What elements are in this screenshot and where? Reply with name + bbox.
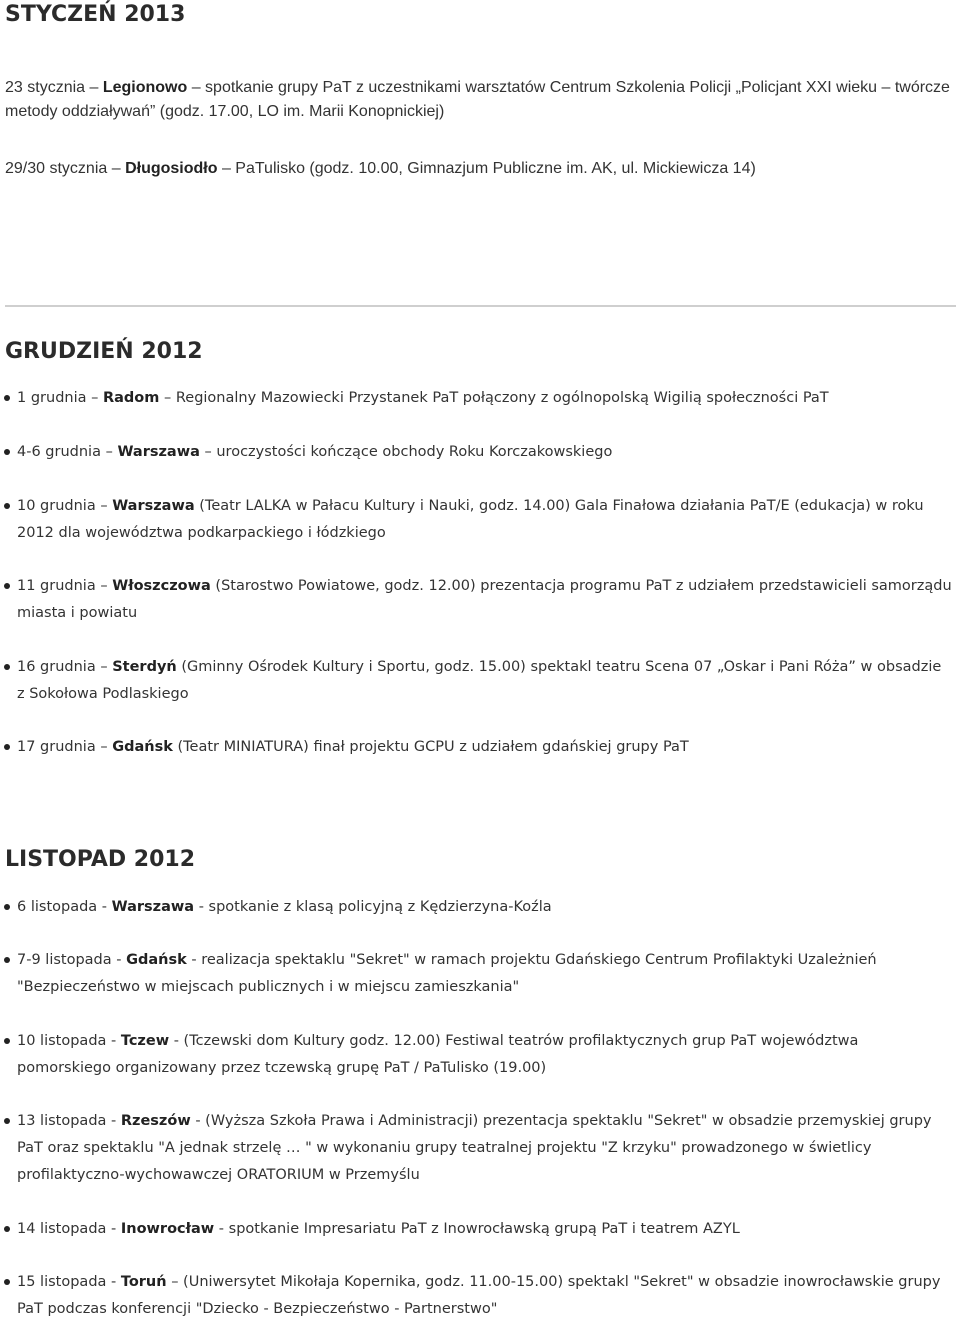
event-date: 17 grudnia – [17, 739, 113, 755]
event-nov-6 [17, 894, 952, 921]
event-place: Gdańsk [126, 952, 187, 968]
event-place: Warszawa [117, 444, 200, 460]
event-description: - spotkanie z klasą policyjną z Kędzierzyna-Koźla [194, 899, 552, 915]
event-description: - (Tczewski dom Kultury godz. 12.00) Festiwal teatrów profilaktycznych grup PaT województwa pomorskiego organizowany przez tczewską grupę PaT / PaTulisko (19.00) [17, 1033, 859, 1076]
event-date: 11 grudnia – [17, 578, 113, 594]
event-jan-29-30 [5, 157, 960, 181]
event-date: 4-6 grudnia – [17, 444, 118, 460]
event-place: Toruń [120, 1274, 167, 1290]
heading-january-2013: STYCZEŃ 2013 [5, 2, 186, 27]
event-place: Warszawa [111, 899, 195, 915]
heading-november-2012: LISTOPAD 2012 [5, 847, 196, 872]
event-dec-4-6 [17, 439, 952, 466]
bullet-icon [4, 1038, 10, 1044]
event-description: – Regionalny Mazowiecki Przystanek PaT połączony z ogólnopolską Wigilią społeczności PaT [159, 390, 829, 406]
event-description: (Starostwo Powiatowe, godz. 12.00) prezentacja programu PaT z udziałem przedstawicieli samorządu miasta i powiatu [17, 578, 952, 621]
event-jan-23 [5, 76, 960, 124]
event-nov-15 [17, 1269, 952, 1323]
event-nov-10 [17, 1028, 952, 1082]
bullet-icon [4, 583, 10, 589]
heading-december-2012: GRUDZIEŃ 2012 [5, 339, 203, 364]
bullet-icon [4, 904, 10, 910]
event-date: 7-9 listopada - [17, 952, 127, 968]
event-place: Włoszczowa [112, 578, 211, 594]
section-divider [5, 305, 956, 307]
event-date: 10 grudnia – [17, 498, 113, 514]
event-place: Gdańsk [112, 739, 173, 755]
event-date: 15 listopada - [17, 1274, 121, 1290]
event-dec-1 [17, 385, 952, 412]
event-dec-10 [17, 493, 952, 547]
event-description: – spotkanie grupy PaT z uczestnikami warsztatów Centrum Szkolenia Policji „Policjant XXI wieku – twórcze metody oddziaływań” (godz. 17.00, LO im. Marii Konopnickiej) [5, 79, 950, 120]
bullet-icon [4, 744, 10, 750]
event-place: Długosiodło [125, 160, 218, 177]
event-nov-7-9 [17, 947, 952, 1001]
bullet-icon [4, 503, 10, 509]
event-date: 1 grudnia – [17, 390, 103, 406]
event-dec-11 [17, 573, 952, 627]
event-description: - realizacja spektaklu "Sekret" w ramach projektu Gdańskiego Centrum Profilaktyki Uzależnień "Bezpieczeństwo w miejscach publicznych i w miejscu zamieszkania" [17, 952, 877, 995]
bullet-icon [4, 1118, 10, 1124]
event-dec-16 [17, 654, 952, 708]
bullet-icon [4, 664, 10, 670]
event-place: Tczew [120, 1033, 170, 1049]
bullet-icon [4, 1279, 10, 1285]
event-description: (Gminny Ośrodek Kultury i Sportu, godz. 15.00) spektakl teatru Scena 07 „Oskar i Pani Róża” w obsadzie z Sokołowa Podlaskiego [17, 659, 942, 702]
event-description: (Teatr MINIATURA) finał projektu GCPU z udziałem gdańskiej grupy PaT [172, 739, 689, 755]
event-date: 14 listopada - [17, 1221, 121, 1237]
event-dec-17 [17, 734, 952, 761]
bullet-icon [4, 395, 10, 401]
event-place: Radom [102, 390, 160, 406]
event-description: - (Wyższa Szkoła Prawa i Administracji) prezentacja spektaklu "Sekret" w obsadzie przemyskiej grupy PaT oraz spektaklu "A jednak strzelę … " w wykonaniu grupy teatralnej projektu "Z krzyku" prowadzonego w świetlicy profilaktyczno-wychowawczej ORATORIUM w Przemyślu [17, 1113, 932, 1183]
event-description: (Teatr LALKA w Pałacu Kultury i Nauki, godz. 14.00) Gala Finałowa działania PaT/E (edukacja) w roku 2012 dla województwa podkarpackiego i łódzkiego [17, 498, 924, 541]
event-date: 29/30 stycznia – [5, 160, 126, 177]
event-place: Rzeszów [120, 1113, 191, 1129]
event-nov-13 [17, 1108, 952, 1189]
bullet-icon [4, 449, 10, 455]
event-description: – uroczystości kończące obchody Roku Korczakowskiego [199, 444, 613, 460]
event-place: Inowrocław [120, 1221, 215, 1237]
event-description: – PaTulisko (godz. 10.00, Gimnazjum Publiczne im. AK, ul. Mickiewicza 14) [217, 160, 756, 177]
event-date: 16 grudnia – [17, 659, 113, 675]
event-date: 23 stycznia – [5, 79, 103, 96]
event-date: 13 listopada - [17, 1113, 121, 1129]
bullet-icon [4, 957, 10, 963]
event-date: 6 listopada - [17, 899, 112, 915]
bullet-icon [4, 1226, 10, 1232]
event-description: – (Uniwersytet Mikołaja Kopernika, godz. 11.00-15.00) spektakl "Sekret" w obsadzie inowrocławskie grupy PaT podczas konferencji "Dziecko - Bezpieczeństwo - Partnerstwo" [17, 1274, 941, 1317]
event-date: 10 listopada - [17, 1033, 121, 1049]
event-place: Legionowo [102, 79, 188, 96]
event-description: - spotkanie Impresariatu PaT z Inowrocławską grupą PaT i teatrem AZYL [214, 1221, 740, 1237]
event-place: Sterdyń [112, 659, 177, 675]
event-nov-14 [17, 1216, 952, 1243]
event-place: Warszawa [112, 498, 195, 514]
